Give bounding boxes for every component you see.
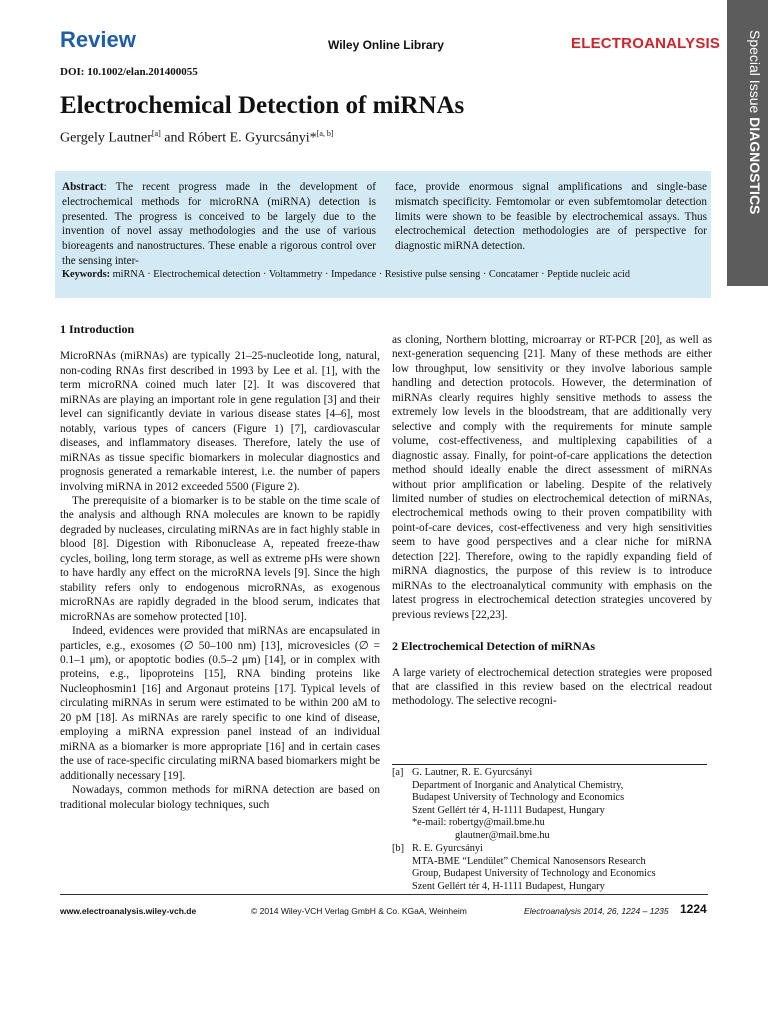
special-issue-prefix: Special Issue — [747, 30, 763, 118]
author-1-affiliation: [a] — [151, 129, 161, 138]
section-heading-detection: 2 Electrochemical Detection of miRNAs — [392, 639, 596, 654]
footer-divider — [60, 894, 708, 895]
email-line: glautner@mail.bme.hu — [455, 829, 550, 841]
page-number: 1224 — [680, 902, 707, 916]
paragraph: The prerequisite of a biomarker is to be stable on the time scale of the analysis and although RNA molecules are known to be rapidly degraded by nucleases, circulating miRNAs are in fact highly stable in blood [8]. Digestion with Ribonuclease A, repeated freeze-thaw cycles, boiling, long term storage, as well as extreme pHs were shown to have hardly any effect on the microRNA levels [9]. Since the high stability refers only to endogenous microRNAs, as exogenous microRNAs are rapidly degraded in the blood serum, indicates that microRNAs are somehow protected [10]. — [60, 494, 380, 623]
journal-name: ELECTROANALYSIS — [571, 35, 721, 52]
affiliation-line: MTA-BME “Lendület” Chemical Nanosensors Research — [412, 855, 646, 867]
abstract-label: Abstract — [62, 181, 104, 193]
body-right-column — [392, 333, 712, 709]
special-issue-label — [733, 30, 763, 250]
paragraph: Nowadays, common methods for miRNA detection are based on traditional molecular biology techniques, such — [60, 784, 380, 811]
author-1: Gergely Lautner — [60, 130, 152, 146]
paragraph: Indeed, evidences were provided that miRNAs are encapsulated in particles, e.g., exosomes (∅ 50–100 nm) [13], microvesicles (∅ = 0.1–1 μm), or apoptotic bodies (0.5–2 μm) [14], or in complex with proteins, e.g., lipoproteins [15], RNA binding proteins like Nucleophosmin1 [16] and Argonaut proteins [17]. Typical levels of circulating miRNAs in serum were estimated to be within 200 aM to 20 pM [18]. As miRNAs are rarely specific to one kind of disease, employing a miRNA expression panel instead of an individual miRNA as a biomarker is more appropriate [16] and in certain cases the use of race-specific circulating miRNA based biomarkers might be additionally necessary [19]. — [60, 625, 380, 782]
section-label: Review — [60, 27, 136, 52]
doi: DOI: 10.1002/elan.201400055 — [60, 66, 198, 78]
email-line: *e-mail: robertgy@mail.bme.hu — [412, 817, 545, 828]
affiliation-line: Budapest University of Technology and Economics — [412, 792, 625, 803]
author-2: Róbert E. Gyurcsányi* — [187, 130, 317, 146]
abstract-text-left: : The recent progress made in the development of electrochemical methods for microRNA (miRNA) detection is presented. The progress is conceived to be largely due to the invention of novel assay methodologies and the use of various bioreagents and nanostructures. These enable a rigorous control over the sensing inter- — [62, 181, 376, 267]
affiliation-a — [392, 767, 712, 842]
journal-url[interactable]: www.electroanalysis.wiley-vch.de — [60, 906, 197, 916]
keywords-list: miRNA · Electrochemical detection · Voltammetry · Impedance · Resistive pulse sensing · Concatamer · Peptide nucleic acid — [110, 269, 631, 280]
affiliation-line: Department of Inorganic and Analytical Chemistry, — [412, 779, 624, 791]
publisher-name: Wiley Online Library — [328, 38, 444, 52]
affiliation-line: R. E. Gyurcsányi — [412, 843, 483, 854]
citation: Electroanalysis 2014, 26, 1224 – 1235 — [524, 906, 669, 916]
paragraph: as cloning, Northern blotting, microarray or RT-PCR [20], as well as next-generation sequencing [21]. Many of these methods are either low throughput, low sensitivity or they involve laborious sample handling and detection protocols. However, the determination of miRNAs clearly requires highly sensitive methods to assess the extremely low levels in the bloodstream, that are additionally very selective and comply with the requirements for minute sample volume, cost-effectiveness, and multiplexing capabilities of a diagnostic assay. Finally, for point-of-care applications the detection method should ideally enable the direct assessment of miRNAs without prior amplification or labeling. Despite of the relatively limited number of studies on electrochemical detection of miRNAs, electrochemical methods owing to their proven compatibility with point-of-care devices, cost-effectiveness and very high sensitivities seem to have good perspectives and a clear niche for miRNA detection [22]. Therefore, owing to the rapidly expanding field of miRNA diagnostics, the purpose of this review is to introduce miRNAs to the electroanalytical community with emphasis on the latest progress in electrochemical detection strategies uncovered by previous reviews [22,23]. — [392, 334, 712, 621]
keywords — [62, 268, 707, 283]
authors-and: and — [160, 130, 188, 146]
affiliation-a-tag: [a] — [392, 767, 404, 778]
affiliation-line: Group, Budapest University of Technology and Economics — [412, 868, 656, 879]
abstract-left-column — [62, 180, 376, 269]
affiliation-line: G. Lautner, R. E. Gyurcsányi — [412, 767, 533, 778]
affiliation-line: Szent Gellért tér 4, H-1111 Budapest, Hungary — [412, 880, 605, 892]
paragraph: MicroRNAs (miRNAs) are typically 21–25-nucleotide long, natural, non-coding RNAs first described in 1993 by Lee et al. [1], with the term microRNA coined much later [2]. It was discovered that miRNAs are playing an important role in gene regulation [3] and their level can significantly deviate in various disease states [4–6], most notably, various types of cancers (Figure 1) [7], cardiovascular diseases, and inflammatory diseases. Therefore, lately the use of miRNAs as tissue specific biomarkers in molecular diagnostics and prognosis generated a remarkable interest, i.e. the number of papers involving miRNA in 2012 exceeded 5500 (Figure 2). — [60, 350, 380, 493]
footnote-divider — [392, 764, 707, 765]
authors — [60, 129, 334, 147]
author-2-affiliation: [a, b] — [316, 129, 334, 138]
article-title: Electrochemical Detection of miRNAs — [60, 92, 465, 119]
affiliation-b — [392, 843, 712, 893]
affiliation-b-tag: [b] — [392, 843, 405, 854]
keywords-label: Keywords: — [62, 269, 111, 280]
body-left-column — [60, 322, 380, 812]
abstract-text-right: face, provide enormous signal amplifications and single-base mismatch specificity. Femtomolar or even subfemtomolar detection limits were shown to be feasible by electrochemical assays. Thus electrochemical detection methodologies are of perspective for diagnostic miRNA detection. — [395, 181, 707, 253]
section-heading-introduction: 1 Introduction — [60, 322, 135, 336]
affiliation-line: Szent Gellért tér 4, H-1111 Budapest, Hungary — [412, 804, 605, 816]
copyright: © 2014 Wiley-VCH Verlag GmbH & Co. KGaA, Weinheim — [251, 906, 467, 916]
special-issue-topic: DIAGNOSTICS — [747, 117, 763, 215]
paragraph: A large variety of electrochemical detection strategies were proposed that are classified in this review based on the electrical readout methodology. The selective recogni- — [392, 666, 712, 708]
